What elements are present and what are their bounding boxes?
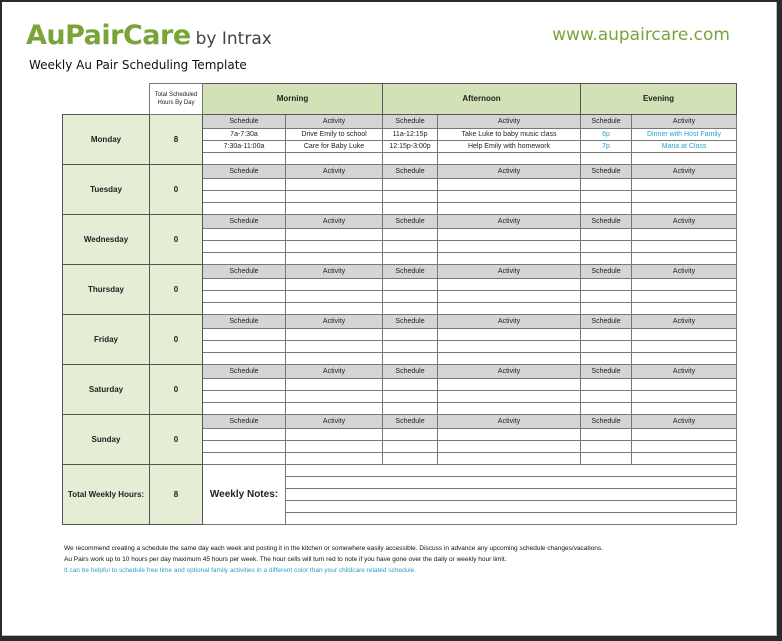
schedule-cell[interactable] [581,391,632,403]
activity-cell[interactable] [438,253,581,265]
activity-cell[interactable] [632,453,737,465]
day-hours-thursday[interactable]: 0 [150,265,203,315]
activity-cell[interactable] [286,279,383,291]
schedule-cell[interactable] [581,241,632,253]
activity-cell[interactable] [438,229,581,241]
activity-cell[interactable] [286,203,383,215]
activity-cell[interactable] [438,441,581,453]
day-subheader-row [63,115,737,129]
activity-subheader: Activity [286,165,383,179]
schedule-subheader: Schedule [581,165,632,179]
activity-cell[interactable]: Take Luke to baby music class [438,129,581,141]
day-hours-sunday[interactable]: 0 [150,415,203,465]
activity-cell[interactable] [632,391,737,403]
activity-cell[interactable]: Help Emily with homework [438,141,581,153]
day-hours-tuesday[interactable]: 0 [150,165,203,215]
activity-cell[interactable] [286,229,383,241]
footer-line-2: Au Pairs work up to 10 hours per day maximum 45 hours per week. The hour cells will turn red to note if you have gone over the daily or weekly hour limit. [64,556,507,563]
activity-cell[interactable] [438,453,581,465]
schedule-cell[interactable] [383,441,438,453]
schedule-cell[interactable] [383,403,438,415]
total-weekly-hours-label: Total Weekly Hours: [63,465,150,525]
activity-cell[interactable] [438,291,581,303]
schedule-subheader: Schedule [203,415,286,429]
schedule-cell[interactable] [581,453,632,465]
schedule-cell[interactable] [581,329,632,341]
activity-cell[interactable] [632,353,737,365]
activity-cell[interactable]: Drive Emily to school [286,129,383,141]
schedule-cell[interactable] [203,391,286,403]
activity-cell[interactable] [286,241,383,253]
schedule-cell[interactable] [203,291,286,303]
schedule-table [62,83,737,525]
weekly-notes-line[interactable] [286,501,737,513]
schedule-subheader: Schedule [581,215,632,229]
activity-cell[interactable] [286,403,383,415]
schedule-subheader: Schedule [203,165,286,179]
notes-row [63,465,737,477]
activity-subheader: Activity [286,365,383,379]
activity-cell[interactable] [632,153,737,165]
day-hours-saturday[interactable]: 0 [150,365,203,415]
day-label-sunday: Sunday [63,415,150,465]
document-title: Weekly Au Pair Scheduling Template [29,58,247,72]
activity-subheader: Activity [286,265,383,279]
activity-subheader: Activity [632,115,737,129]
schedule-cell[interactable] [581,253,632,265]
schedule-subheader: Schedule [383,165,438,179]
schedule-cell[interactable] [383,453,438,465]
footer-line-1: We recommend creating a schedule the same day each week and posting it in the kitchen or somewhere easily accessible. Discuss in advance any upcoming schedule changes/vacations. [64,545,603,552]
activity-subheader: Activity [632,365,737,379]
section-header-morning: Morning [203,84,383,115]
activity-cell[interactable] [438,203,581,215]
activity-cell[interactable] [438,353,581,365]
activity-cell[interactable] [438,403,581,415]
activity-cell[interactable] [286,391,383,403]
schedule-cell[interactable] [383,303,438,315]
schedule-cell[interactable] [203,441,286,453]
day-label-monday: Monday [63,115,150,165]
weekly-notes-label: Weekly Notes: [203,465,286,525]
activity-cell[interactable] [632,441,737,453]
activity-subheader: Activity [632,265,737,279]
schedule-cell[interactable] [581,291,632,303]
activity-cell[interactable] [286,153,383,165]
activity-subheader: Activity [286,415,383,429]
day-subheader-row [63,315,737,329]
schedule-cell[interactable] [383,291,438,303]
day-hours-friday[interactable]: 0 [150,315,203,365]
schedule-subheader: Schedule [581,415,632,429]
schedule-subheader: Schedule [383,215,438,229]
activity-cell[interactable]: Maria at Class [632,141,737,153]
activity-cell[interactable] [286,441,383,453]
activity-cell[interactable]: Dinner with Host Family [632,129,737,141]
activity-subheader: Activity [438,115,581,129]
activity-cell[interactable] [286,341,383,353]
activity-cell[interactable] [286,253,383,265]
schedule-cell[interactable] [581,429,632,441]
schedule-subheader: Schedule [383,365,438,379]
schedule-cell[interactable] [203,191,286,203]
activity-subheader: Activity [286,215,383,229]
section-header-afternoon: Afternoon [383,84,581,115]
website-url[interactable]: www.aupaircare.com [552,25,730,45]
schedule-cell[interactable] [383,379,438,391]
schedule-cell[interactable] [203,303,286,315]
header-row [63,84,737,115]
weekly-notes-line[interactable] [286,513,737,525]
schedule-cell[interactable] [383,153,438,165]
schedule-cell[interactable] [383,353,438,365]
activity-cell[interactable] [286,353,383,365]
activity-cell[interactable] [632,253,737,265]
activity-cell[interactable] [438,191,581,203]
activity-subheader: Activity [632,415,737,429]
schedule-cell[interactable] [383,229,438,241]
activity-cell[interactable] [286,179,383,191]
activity-cell[interactable] [632,203,737,215]
schedule-cell[interactable] [383,391,438,403]
activity-cell[interactable] [286,429,383,441]
schedule-cell[interactable] [383,341,438,353]
weekly-notes-line[interactable] [286,465,737,477]
hours-column-header: Total Scheduled Hours By Day [150,84,203,115]
activity-cell[interactable] [438,429,581,441]
schedule-cell[interactable]: 7:30a-11:00a [203,141,286,153]
day-subheader-row [63,415,737,429]
schedule-cell[interactable] [383,253,438,265]
activity-cell[interactable] [438,279,581,291]
schedule-cell[interactable]: 12:15p-3:00p [383,141,438,153]
schedule-subheader: Schedule [581,265,632,279]
schedule-subheader: Schedule [203,215,286,229]
activity-subheader: Activity [632,215,737,229]
schedule-cell[interactable] [383,191,438,203]
day-label-tuesday: Tuesday [63,165,150,215]
schedule-cell[interactable]: 11a-12:15p [383,129,438,141]
activity-cell[interactable] [438,153,581,165]
schedule-cell[interactable] [383,203,438,215]
day-label-saturday: Saturday [63,365,150,415]
activity-subheader: Activity [438,165,581,179]
section-header-evening: Evening [581,84,737,115]
activity-cell[interactable] [632,341,737,353]
schedule-cell[interactable] [203,279,286,291]
schedule-cell[interactable] [203,179,286,191]
activity-cell[interactable] [286,379,383,391]
activity-cell[interactable] [632,379,737,391]
activity-cell[interactable] [438,341,581,353]
schedule-cell[interactable]: 7a-7:30a [203,129,286,141]
activity-cell[interactable] [438,391,581,403]
schedule-subheader: Schedule [203,365,286,379]
activity-subheader: Activity [438,365,581,379]
activity-cell[interactable]: Care for Baby Luke [286,141,383,153]
corner-blank [63,84,150,115]
activity-cell[interactable] [632,279,737,291]
activity-cell[interactable] [286,329,383,341]
activity-cell[interactable] [286,191,383,203]
schedule-subheader: Schedule [581,115,632,129]
schedule-cell[interactable] [581,379,632,391]
schedule-cell[interactable] [203,203,286,215]
schedule-cell[interactable] [203,341,286,353]
activity-cell[interactable] [438,179,581,191]
day-label-friday: Friday [63,315,150,365]
schedule-subheader: Schedule [383,315,438,329]
schedule-cell[interactable] [383,179,438,191]
logo-by-intrax: by Intrax [195,29,272,49]
activity-cell[interactable] [438,329,581,341]
schedule-cell[interactable] [581,279,632,291]
schedule-cell[interactable] [383,329,438,341]
activity-cell[interactable] [632,429,737,441]
schedule-cell[interactable] [203,453,286,465]
schedule-cell[interactable] [581,441,632,453]
schedule-subheader: Schedule [581,315,632,329]
activity-cell[interactable] [438,241,581,253]
activity-subheader: Activity [632,165,737,179]
weekly-notes-line[interactable] [286,477,737,489]
schedule-cell[interactable] [203,229,286,241]
activity-subheader: Activity [632,315,737,329]
activity-subheader: Activity [286,315,383,329]
activity-cell[interactable] [632,191,737,203]
activity-cell[interactable] [438,379,581,391]
footer-notes [64,543,603,576]
schedule-cell[interactable] [203,429,286,441]
activity-subheader: Activity [286,115,383,129]
schedule-subheader: Schedule [383,265,438,279]
activity-cell[interactable] [438,303,581,315]
schedule-cell[interactable] [581,303,632,315]
schedule-cell[interactable] [383,429,438,441]
day-hours-monday[interactable]: 8 [150,115,203,165]
schedule-subheader: Schedule [581,365,632,379]
activity-subheader: Activity [438,215,581,229]
aupaircare-logo [26,20,272,51]
day-hours-wednesday[interactable]: 0 [150,215,203,265]
activity-cell[interactable] [632,291,737,303]
document-page [2,2,777,636]
activity-cell[interactable] [632,303,737,315]
day-subheader-row [63,265,737,279]
schedule-cell[interactable]: 6p [581,129,632,141]
schedule-cell[interactable] [203,153,286,165]
weekly-notes-line[interactable] [286,489,737,501]
total-weekly-hours-value[interactable]: 8 [150,465,203,525]
activity-cell[interactable] [632,329,737,341]
schedule-cell[interactable] [581,341,632,353]
schedule-cell[interactable] [581,153,632,165]
schedule-subheader: Schedule [203,115,286,129]
activity-cell[interactable] [286,303,383,315]
schedule-subheader: Schedule [203,315,286,329]
schedule-cell[interactable] [203,329,286,341]
schedule-cell[interactable] [203,353,286,365]
day-label-wednesday: Wednesday [63,215,150,265]
schedule-cell[interactable] [581,203,632,215]
activity-subheader: Activity [438,315,581,329]
schedule-cell[interactable] [203,241,286,253]
activity-cell[interactable] [632,403,737,415]
schedule-cell[interactable]: 7p [581,141,632,153]
activity-cell[interactable] [286,453,383,465]
day-label-thursday: Thursday [63,265,150,315]
day-subheader-row [63,165,737,179]
activity-cell[interactable] [632,179,737,191]
schedule-cell[interactable] [383,241,438,253]
schedule-subheader: Schedule [383,415,438,429]
schedule-cell[interactable] [581,353,632,365]
schedule-cell[interactable] [581,403,632,415]
schedule-cell[interactable] [581,229,632,241]
activity-cell[interactable] [632,229,737,241]
schedule-cell[interactable] [203,379,286,391]
schedule-cell[interactable] [383,279,438,291]
day-subheader-row [63,365,737,379]
activity-subheader: Activity [438,415,581,429]
logo-brand: AuPairCare [26,20,191,51]
schedule-cell[interactable] [581,179,632,191]
schedule-cell[interactable] [581,191,632,203]
schedule-subheader: Schedule [203,265,286,279]
day-subheader-row [63,215,737,229]
activity-cell[interactable] [632,241,737,253]
schedule-subheader: Schedule [383,115,438,129]
activity-subheader: Activity [438,265,581,279]
footer-line-3: It can be helpful to schedule free time and optional family activities in a different color than your childcare related schedule. [64,567,417,574]
activity-cell[interactable] [286,291,383,303]
schedule-cell[interactable] [203,403,286,415]
schedule-cell[interactable] [203,253,286,265]
